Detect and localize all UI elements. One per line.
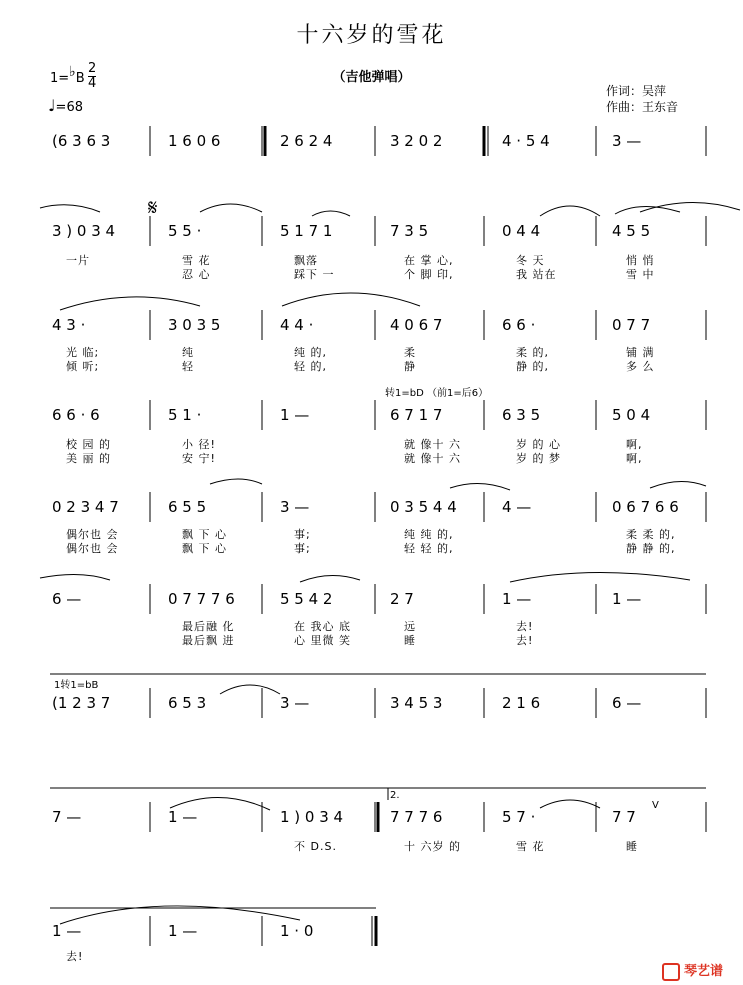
lyric-text: 事;: [294, 528, 311, 541]
measure-notes: 6 —: [612, 694, 642, 712]
lyric-text: 在 掌 心,: [404, 254, 454, 267]
measure-notes: 4 —: [502, 498, 532, 516]
measure-notes: 3 2 0 2: [390, 132, 443, 150]
measure-notes: 5 5 ·: [168, 222, 202, 240]
lyric-text: 事;: [294, 542, 311, 555]
song-subtitle: （吉他弹唱）: [332, 70, 411, 85]
measure-notes: 6 7 1 7: [390, 406, 443, 424]
lyric-text: 不 D.S.: [294, 840, 337, 853]
time-top: 2: [88, 61, 97, 76]
lyric-text: 纯: [182, 346, 194, 359]
lyric-text: 纯 的,: [294, 346, 327, 359]
breath-mark: V: [652, 800, 659, 811]
watermark-text: 琴艺谱: [684, 964, 724, 979]
lyric-text: 睡: [404, 634, 416, 647]
measure-notes: 6 —: [52, 590, 82, 608]
lyric-text: 偶尔也 会: [66, 528, 119, 541]
lyric-text: 十 六岁 的: [404, 840, 461, 853]
measure-notes: 1 —: [168, 808, 198, 826]
measure-notes: 0 4 4: [502, 222, 541, 240]
composer-credit: 作曲：王东音: [606, 100, 679, 114]
lyric-text: 去!: [516, 634, 534, 647]
lyric-text: 静 静 的,: [626, 542, 676, 555]
measure-notes: 1 6 0 6: [168, 132, 221, 150]
measure-notes: 6 6 · 6: [52, 406, 100, 424]
measure-notes: 1 —: [52, 922, 82, 940]
lyric-text: 柔 的,: [516, 346, 549, 359]
lyric-text: 最后飘 进: [182, 634, 235, 647]
lyric-text: 个 脚 印,: [404, 268, 454, 281]
lyric-text: 一片: [66, 254, 90, 267]
lyric-text: 去!: [66, 950, 84, 963]
lyric-text: 纯 纯 的,: [404, 528, 454, 541]
measure-notes: 5 5 4 2: [280, 590, 333, 608]
lyric-text: 啊,: [626, 452, 643, 465]
measure-notes: 3 0 3 5: [168, 316, 221, 334]
lyric-text: 美 丽 的: [66, 452, 111, 465]
lyric-text: 雪 中: [626, 268, 655, 281]
measure-notes: 2 7: [390, 590, 414, 608]
measure-notes: 0 2 3 4 7: [52, 498, 119, 516]
lyric-text: 悄 悄: [626, 254, 655, 267]
key-prefix: 1=: [50, 71, 70, 86]
measure-notes: 3 ) 0 3 4: [52, 222, 116, 240]
lyricist-credit: 作词：吴萍: [606, 84, 667, 98]
lyric-text: 静: [404, 360, 416, 373]
segno-icon: 𝄋: [148, 196, 158, 221]
measure-notes: 0 7 7: [612, 316, 651, 334]
lyric-text: 睡: [626, 840, 638, 853]
measure-notes: (1 2 3 7: [52, 694, 111, 712]
measure-notes: 0 7 7 7 6: [168, 590, 235, 608]
measure-notes: 3 4 5 3: [390, 694, 443, 712]
measure-notes: 6 5 5: [168, 498, 207, 516]
lyric-text: 铺 满: [626, 346, 655, 359]
lyric-text: 雪 花: [182, 254, 211, 267]
measure-notes: 4 0 6 7: [390, 316, 443, 334]
lyric-text: 就 像十 六: [404, 438, 461, 451]
lyric-text: 轻 轻 的,: [404, 542, 454, 555]
lyric-text: 就 像十 六: [404, 452, 461, 465]
lyric-text: 最后融 化: [182, 620, 235, 633]
measure-notes: 6 3 5: [502, 406, 541, 424]
lyric-text: 在 我心 底: [294, 620, 351, 633]
lyric-text: 倾 听;: [66, 360, 100, 373]
measure-notes: 3 —: [612, 132, 642, 150]
modulation-note-1: 转1=bD （前1=后6）: [385, 388, 489, 399]
quarter-note-icon: ♩: [48, 96, 56, 115]
measure-notes: 7 7: [612, 808, 636, 826]
lyric-text: 心 里微 笑: [294, 634, 351, 647]
measure-notes: 0 6 7 6 6: [612, 498, 679, 516]
measure-notes: 1 —: [280, 406, 310, 424]
measure-notes: 5 1 ·: [168, 406, 202, 424]
measure-notes: 4 3 ·: [52, 316, 86, 334]
time-bottom: 4: [88, 76, 97, 91]
lyric-text: 小 径!: [182, 438, 216, 451]
measure-notes: 7 7 7 6: [390, 808, 443, 826]
measure-notes: 7 —: [52, 808, 82, 826]
measure-notes: 5 7 ·: [502, 808, 536, 826]
flat-icon: ♭: [69, 64, 76, 80]
measure-notes: 5 0 4: [612, 406, 651, 424]
lyric-text: 岁 的 梦: [516, 452, 561, 465]
measure-notes: 6 5 3: [168, 694, 207, 712]
lyric-text: 偶尔也 会: [66, 542, 119, 555]
song-title: 十六岁的雪花: [296, 23, 447, 48]
measure-notes: 1 · 0: [280, 922, 314, 940]
lyric-text: 柔 柔 的,: [626, 528, 676, 541]
volta-2-label: 2.: [390, 790, 400, 801]
lyric-text: 我 站在: [516, 268, 557, 281]
measure-notes: 7 3 5: [390, 222, 429, 240]
logo-icon: [662, 963, 680, 981]
lyric-text: 轻: [182, 360, 194, 373]
lyric-text: 冬 天: [516, 254, 545, 267]
lyric-text: 飘 下 心: [182, 542, 227, 555]
lyric-text: 轻 的,: [294, 360, 327, 373]
measure-notes: 1 —: [502, 590, 532, 608]
measure-notes: 3 —: [280, 498, 310, 516]
lyric-text: 雪 花: [516, 840, 545, 853]
measure-notes: 1 —: [168, 922, 198, 940]
measure-notes: 4 4 ·: [280, 316, 314, 334]
measure-notes: 5 1 7 1: [280, 222, 333, 240]
lyric-text: 啊,: [626, 438, 643, 451]
watermark: [662, 960, 723, 981]
lyric-text: 光 临;: [66, 346, 100, 359]
measure-notes: 2 6 2 4: [280, 132, 333, 150]
measure-notes: 1 —: [612, 590, 642, 608]
lyric-text: 静 的,: [516, 360, 549, 373]
lyric-text: 柔: [404, 346, 416, 359]
lyric-text: 踩下 一: [294, 268, 335, 281]
measure-notes: 3 —: [280, 694, 310, 712]
lyric-text: 飘落: [294, 254, 318, 267]
key-note: B: [75, 71, 85, 86]
modulation-note-2: 1转1=bB: [54, 680, 99, 691]
measure-notes: 1 ) 0 3 4: [280, 808, 344, 826]
lyric-text: 多 么: [626, 360, 655, 373]
measure-notes: 2 1 6: [502, 694, 541, 712]
measure-notes: 0 3 5 4 4: [390, 498, 457, 516]
lyric-text: 岁 的 心: [516, 438, 561, 451]
measure-notes: 6 6 ·: [502, 316, 536, 334]
measure-notes: 4 5 5: [612, 222, 651, 240]
measure-notes: 4 · 5 4: [502, 132, 550, 150]
lyric-text: 飘 下 心: [182, 528, 227, 541]
lyric-text: 远: [404, 620, 416, 633]
lyric-text: 校 园 的: [66, 438, 111, 451]
lyric-text: 忍 心: [182, 268, 211, 281]
lyric-text: 安 宁!: [182, 452, 216, 465]
lyric-text: 去!: [516, 620, 534, 633]
tempo-value: =68: [55, 100, 83, 115]
measure-notes: (6 3 6 3: [52, 132, 111, 150]
